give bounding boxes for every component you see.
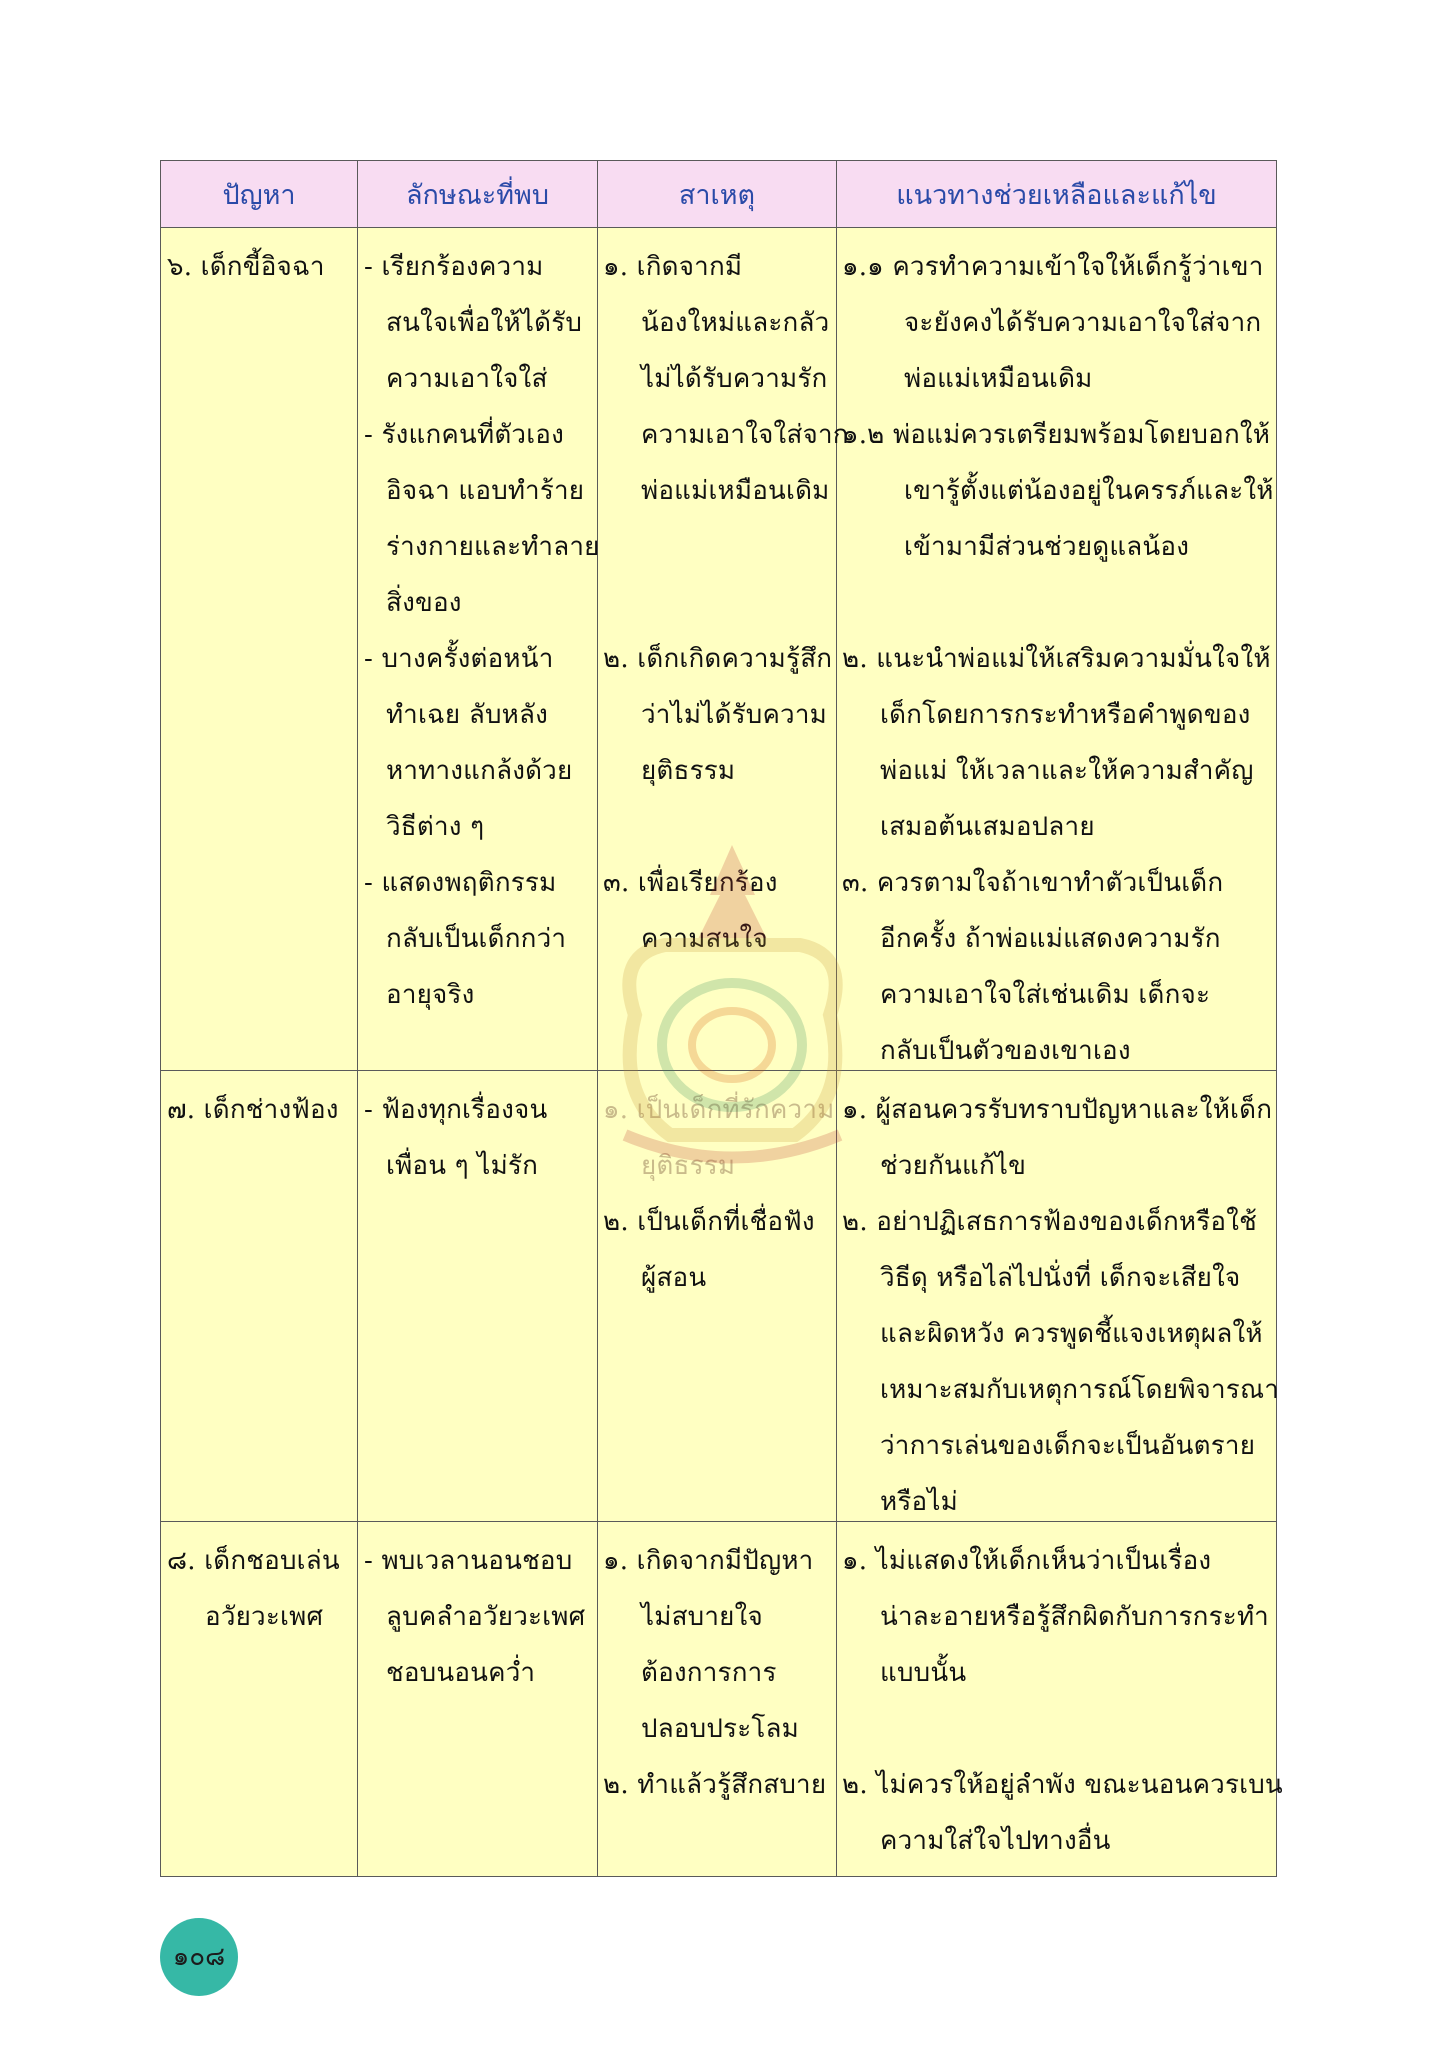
solution-line: ๑.๒ พ่อแม่ควรเตรียมพร้อมโดยบอกให้: [842, 420, 1271, 450]
solution-line: ๓. ควรตามใจถ้าเขาทำตัวเป็นเด็ก: [842, 868, 1224, 898]
header-signs: ลักษณะที่พบ: [358, 161, 598, 228]
solution-line: ว่าการเล่นของเด็กจะเป็นอันตราย: [880, 1431, 1256, 1461]
solution-line: ๒. แนะนำพ่อแม่ให้เสริมความมั่นใจให้: [842, 644, 1271, 674]
solution-line: วิธีดุ หรือไล่ไปนั่งที่ เด็กจะเสียใจ: [880, 1263, 1241, 1293]
solution-line: เด็กโดยการกระทำหรือคำพูดของ: [880, 700, 1251, 730]
sign-line: ลูบคลำอวัยวะเพศ: [386, 1602, 586, 1632]
sign-line: ความเอาใจใส่: [386, 364, 548, 394]
cause-line: พ่อแม่เหมือนเดิม: [641, 476, 830, 506]
solution-line: และผิดหวัง ควรพูดชี้แจงเหตุผลให้: [880, 1319, 1263, 1349]
header-causes: สาเหตุ: [598, 161, 837, 228]
cause-line: ไม่ได้รับความรัก: [641, 364, 828, 394]
sign-line: - พบเวลานอนชอบ: [364, 1546, 573, 1576]
problem-cell: [161, 1522, 358, 1877]
sign-line: สิ่งของ: [386, 588, 462, 618]
page-number-badge: ๑๐๘: [160, 1918, 238, 1996]
solutions-cell: [837, 228, 1277, 1071]
cause-line: ต้องการการ: [641, 1658, 777, 1688]
sign-line: ทำเฉย ลับหลัง: [386, 700, 549, 730]
cause-line: ๑. เกิดจากมีปัญหา: [603, 1546, 814, 1576]
problem-text: ๗. เด็กช่างฟ้อง: [167, 1095, 339, 1125]
causes-cell: [598, 1071, 837, 1522]
cause-line: น้องใหม่และกลัว: [641, 308, 830, 338]
solution-line: เสมอต้นเสมอปลาย: [880, 812, 1095, 842]
sign-line: - เรียกร้องความ: [364, 252, 544, 282]
signs-cell: [358, 228, 598, 1071]
solution-line: กลับเป็นตัวของเขาเอง: [880, 1036, 1131, 1066]
solution-line: หรือไม่: [880, 1487, 958, 1517]
cause-line: ยุติธรรม: [641, 1151, 736, 1181]
causes-cell: [598, 228, 849, 1071]
sign-line: - รังแกคนที่ตัวเอง: [364, 420, 564, 450]
solution-line: ๑. ผู้สอนควรรับทราบปัญหาและให้เด็ก: [842, 1095, 1273, 1125]
signs-cell: [358, 1071, 598, 1522]
header-problem: ปัญหา: [161, 161, 358, 228]
cause-line: ๒. เด็กเกิดความรู้สึก: [603, 644, 833, 674]
header-solutions: แนวทางช่วยเหลือและแก้ไข: [837, 161, 1277, 228]
solution-line: ๒. ไม่ควรให้อยู่ลำพัง ขณะนอนควรเบน: [842, 1770, 1283, 1800]
sign-line: สนใจเพื่อให้ได้รับ: [386, 308, 583, 338]
sign-line: - บางครั้งต่อหน้า: [364, 644, 554, 674]
table-row: [161, 1522, 1277, 1877]
table-row: [161, 1071, 1277, 1522]
table-row: [161, 228, 1277, 1071]
solution-line: เขารู้ตั้งแต่น้องอยู่ในครรภ์และให้: [904, 476, 1274, 506]
sign-line: ชอบนอนคว่ำ: [386, 1658, 536, 1688]
solution-line: ๑.๑ ควรทำความเข้าใจให้เด็กรู้ว่าเขา: [842, 252, 1264, 282]
solution-line: พ่อแม่ ให้เวลาและให้ความสำคัญ: [880, 756, 1254, 786]
solution-line: ความใส่ใจไปทางอื่น: [880, 1826, 1111, 1856]
solution-line: ๒. อย่าปฏิเสธการฟ้องของเด็กหรือใช้: [842, 1207, 1257, 1237]
sign-line: อิจฉา แอบทำร้าย: [386, 476, 585, 506]
solution-line: น่าละอายหรือรู้สึกผิดกับการกระทำ: [880, 1602, 1269, 1632]
cause-line: ๓. เพื่อเรียกร้อง: [603, 868, 778, 898]
content-table: [160, 160, 1283, 1877]
sign-line: หาทางแกล้งด้วย: [386, 756, 573, 786]
solutions-cell: [837, 1071, 1280, 1522]
cause-line: ไม่สบายใจ: [641, 1602, 763, 1632]
problem-text: ๖. เด็กขี้อิจฉา: [167, 252, 325, 282]
cause-line: ความสนใจ: [641, 924, 768, 954]
signs-cell: [358, 1522, 598, 1877]
cause-line: ๑. เกิดจากมี: [603, 252, 743, 282]
solutions-cell: [837, 1522, 1283, 1877]
solution-line: จะยังคงได้รับความเอาใจใส่จาก: [904, 308, 1262, 338]
problem-text: อวัยวะเพศ: [205, 1602, 324, 1632]
solution-line: ๑. ไม่แสดงให้เด็กเห็นว่าเป็นเรื่อง: [842, 1546, 1212, 1576]
problem-text: ๘. เด็กชอบเล่น: [167, 1546, 340, 1576]
cause-line: ๒. ทำแล้วรู้สึกสบาย: [603, 1770, 827, 1800]
sign-line: - แสดงพฤติกรรม: [364, 868, 557, 898]
solution-line: แบบนั้น: [880, 1658, 967, 1688]
solution-line: เหมาะสมกับเหตุการณ์โดยพิจารณา: [880, 1375, 1280, 1405]
causes-cell: [598, 1522, 837, 1877]
sign-line: วิธีต่าง ๆ: [386, 812, 485, 842]
table-header-row: [161, 161, 1277, 228]
solution-line: เข้ามามีส่วนช่วยดูแลน้อง: [904, 532, 1190, 562]
sign-line: เพื่อน ๆ ไม่รัก: [386, 1151, 539, 1181]
cause-line: ว่าไม่ได้รับความ: [641, 700, 827, 730]
solution-line: พ่อแม่เหมือนเดิม: [904, 364, 1093, 394]
cause-line: ความเอาใจใส่จาก: [641, 420, 849, 450]
solution-line: ช่วยกันแก้ไข: [880, 1151, 1027, 1181]
sign-line: อายุจริง: [386, 980, 475, 1010]
solution-line: ความเอาใจใส่เช่นเดิม เด็กจะ: [880, 980, 1211, 1010]
problem-cell: [161, 228, 358, 1071]
problem-cell: [161, 1071, 358, 1522]
sign-line: - ฟ้องทุกเรื่องจน: [364, 1095, 548, 1125]
cause-line: ๑. เป็นเด็กที่รักความ: [603, 1095, 835, 1125]
cause-line: ๒. เป็นเด็กที่เชื่อฟัง: [603, 1207, 815, 1237]
cause-line: ผู้สอน: [641, 1263, 707, 1293]
sign-line: กลับเป็นเด็กกว่า: [386, 924, 567, 954]
cause-line: ยุติธรรม: [641, 756, 736, 786]
solution-line: อีกครั้ง ถ้าพ่อแม่แสดงความรัก: [880, 924, 1221, 954]
cause-line: ปลอบประโลม: [641, 1714, 800, 1744]
sign-line: ร่างกายและทำลาย: [386, 532, 600, 562]
